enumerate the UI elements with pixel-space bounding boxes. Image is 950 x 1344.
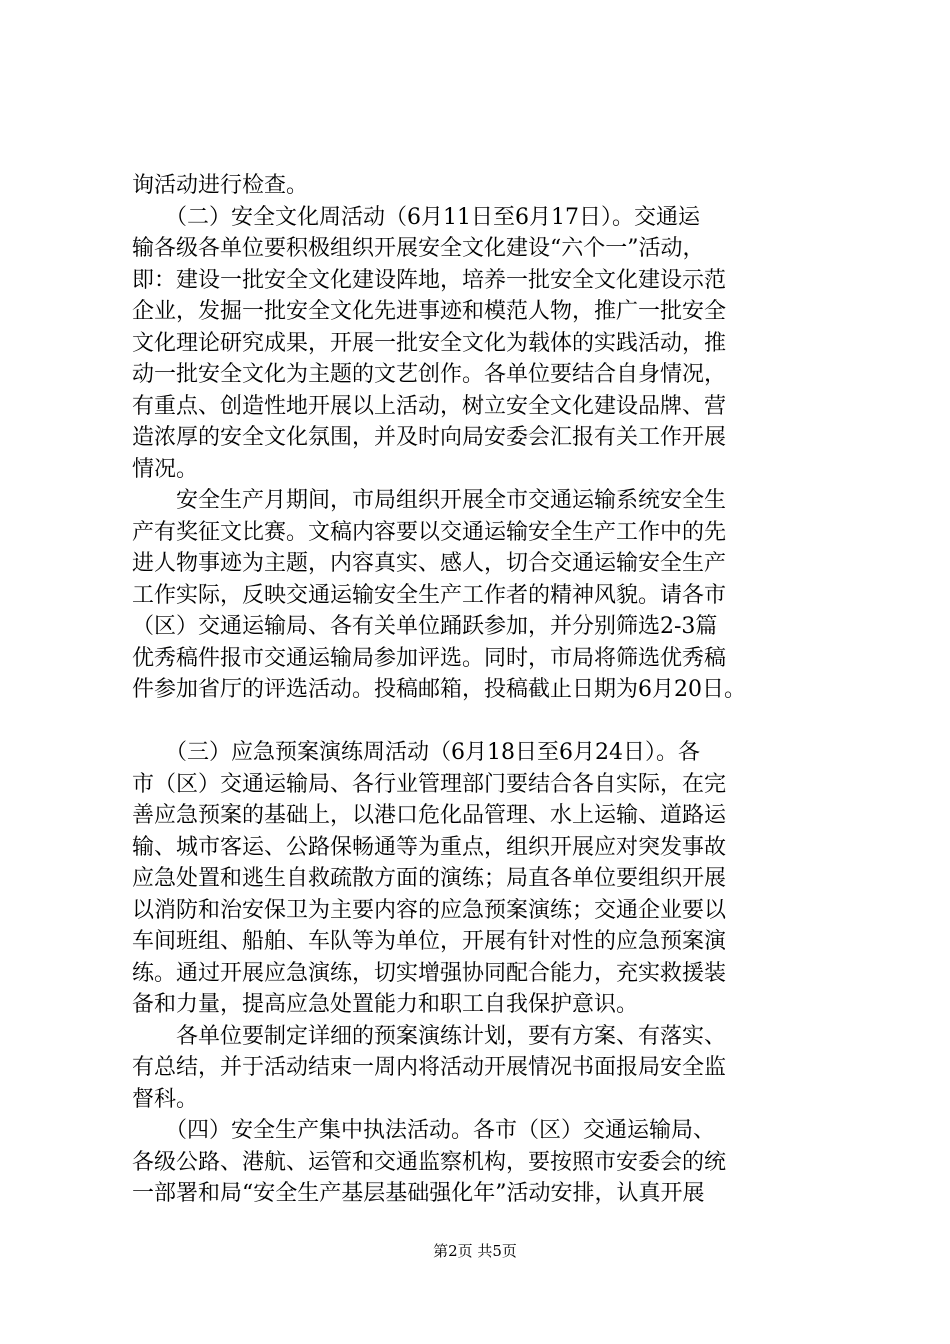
text-line: （区）交通运输局、各有关单位踊跃参加，并分别筛选2-3篇 — [132, 614, 718, 639]
text-line: 市（区）交通运输局、各行业管理部门要结合各自实际，在完 — [132, 771, 727, 797]
page-footer: 第2页 共5页 — [433, 1242, 517, 1260]
text-line: 备和力量，提高应急处置能力和职工自我保护意识。 — [132, 992, 639, 1017]
text-line: 造浓厚的安全文化氛围，并及时向局安委会汇报有关工作开展 — [132, 425, 727, 450]
text-line: 一部署和局“安全生产基层基础强化年”活动安排，认真开展 — [132, 1181, 705, 1206]
text-line: 企业，发掘一批安全文化先进事迹和模范人物，推广一批安全 — [132, 299, 727, 324]
text-line: （二）安全文化周活动（6月11日至6月17日）。交通运 — [132, 204, 700, 230]
document-body — [132, 170, 832, 1210]
text-line: 应急处置和逃生自救疏散方面的演练；局直各单位要组织开展 — [132, 866, 727, 891]
text-line: 各级公路、港航、运管和交通监察机构，要按照市安委会的统 — [132, 1149, 727, 1175]
text-line: 督科。 — [132, 1086, 199, 1112]
text-line: 情况。 — [132, 456, 199, 482]
text-line: 输、城市客运、公路保畅通等为重点，组织开展应对突发事故 — [132, 834, 727, 860]
text-line: 文化理论研究成果，开展一批安全文化为载体的实践活动，推 — [132, 330, 727, 356]
text-line: 即：建设一批安全文化建设阵地，培养一批安全文化建设示范 — [132, 267, 727, 293]
blank-line — [132, 706, 832, 738]
text-line: 有总结，并于活动结束一周内将活动开展情况书面报局安全监 — [132, 1055, 727, 1080]
text-line: 工作实际，反映交通运输安全生产工作者的精神风貌。请各市 — [132, 582, 727, 608]
text-line: 产有奖征文比赛。文稿内容要以交通运输安全生产工作中的先 — [132, 519, 727, 545]
text-line: 安全生产月期间，市局组织开展全市交通运输系统安全生 — [132, 488, 727, 513]
text-line: （三）应急预案演练周活动（6月18日至6月24日）。各 — [132, 740, 700, 765]
text-line: 善应急预案的基础上，以港口危化品管理、水上运输、道路运 — [132, 803, 727, 828]
text-line: 动一批安全文化为主题的文艺创作。各单位要结合自身情况， — [132, 362, 727, 387]
text-line: 优秀稿件报市交通运输局参加评选。同时，市局将筛选优秀稿 — [132, 645, 727, 671]
text-line: 进人物事迹为主题，内容真实、感人，切合交通运输安全生产 — [132, 551, 727, 576]
text-line: 有重点、创造性地开展以上活动，树立安全文化建设品牌、营 — [132, 393, 727, 419]
text-line: 车间班组、船舶、车队等为单位，开展有针对性的应急预案演 — [132, 929, 727, 954]
text-line: 各单位要制定详细的预案演练计划，要有方案、有落实、 — [132, 1023, 727, 1049]
text-line: 输各级各单位要积极组织开展安全文化建设“六个一”活动， — [132, 236, 705, 261]
text-line: 练。通过开展应急演练，切实增强协同配合能力，充实救援装 — [132, 960, 727, 986]
text-line: 以消防和治安保卫为主要内容的应急预案演练；交通企业要以 — [132, 897, 727, 923]
text-line: 件参加省厅的评选活动。投稿邮箱，投稿截止日期为6月20日。 — [132, 677, 746, 702]
text-line: 询活动进行检查。 — [132, 173, 309, 198]
text-line: （四）安全生产集中执法活动。各市（区）交通运输局、 — [132, 1118, 716, 1143]
